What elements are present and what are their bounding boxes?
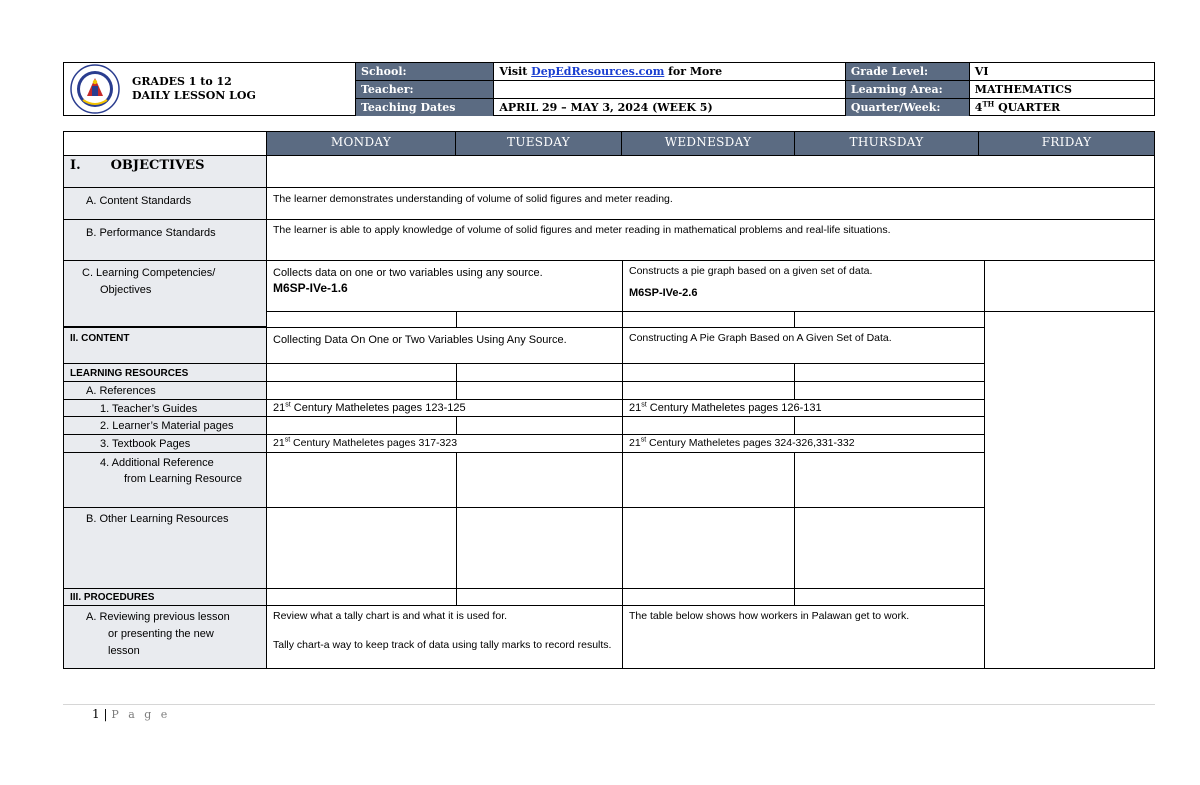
- proc-tue: [456, 588, 623, 606]
- day-tuesday: TUESDAY: [455, 131, 622, 156]
- objectives-label: OBJECTIVES: [110, 158, 205, 173]
- logo-cell: [64, 63, 356, 115]
- footer-divider: [63, 704, 1155, 705]
- other-resources-text-label: B. Other Learning Resources: [86, 513, 229, 525]
- tg-mon-post: Century Matheletes pages 123-125: [290, 402, 466, 414]
- logo-title-line1: GRADES 1 to 12: [132, 75, 232, 88]
- competency-fri: [984, 260, 1155, 312]
- performance-standards-text-label: B. Performance Standards: [86, 227, 216, 239]
- or-thu: [794, 507, 985, 589]
- references-label: [63, 381, 267, 400]
- header: [63, 62, 1155, 116]
- textbook-label: [63, 434, 267, 453]
- lm-mon: [266, 416, 457, 435]
- school-prefix: Visit: [499, 65, 532, 78]
- school-label: School:: [356, 63, 494, 81]
- reviewing-line2: or presenting the new: [108, 628, 214, 640]
- content-standards-label: [63, 187, 267, 220]
- tg-wed-post: Century Matheletes pages 126-131: [646, 402, 822, 414]
- competency-mon-text: Collects data on one or two variables using any source.: [273, 267, 543, 279]
- area-value: MATHEMATICS: [969, 81, 1154, 99]
- corner-cell: [63, 131, 267, 156]
- quarter-sup: TH: [982, 99, 995, 109]
- competency-wed-code: M6SP-IVe-2.6: [629, 287, 698, 299]
- dates-value: APRIL 29 – MAY 3, 2024 (WEEK 5): [494, 99, 846, 117]
- textbook-text-label: 3. Textbook Pages: [100, 438, 191, 450]
- competencies-label-line1: C. Learning Competencies/: [82, 267, 216, 279]
- competency-mon: [266, 260, 623, 312]
- competency-sub-tue: [456, 311, 623, 328]
- additional-ref-label: [63, 452, 267, 508]
- reviewing-line1: A. Reviewing previous lesson: [86, 611, 230, 623]
- lm-tue: [456, 416, 623, 435]
- tg-wed-pre: 21: [629, 402, 642, 414]
- tb-mon-sup: st: [284, 436, 291, 444]
- competency-sub-thu: [794, 311, 985, 328]
- school-suffix: for More: [664, 65, 723, 78]
- learners-material-label: [63, 416, 267, 435]
- review-mon-line1: Review what a tally chart is and what it is used for.: [273, 610, 508, 622]
- competency-wed-text: Constructs a pie graph based on a given set of data.: [629, 265, 873, 277]
- tb-mon: [266, 434, 623, 453]
- content-mon: Collecting Data On One or Two Variables Using Any Source.: [266, 327, 623, 364]
- reviewing-line3: lesson: [108, 645, 140, 657]
- additional-ref-line2: from Learning Resource: [124, 473, 243, 485]
- objectives-heading: [63, 155, 267, 188]
- page-word: P a g e: [111, 708, 171, 721]
- ar-thu: [794, 452, 985, 508]
- ref-wed: [622, 381, 795, 400]
- quarter-value: [969, 99, 1154, 117]
- tb-wed-pre: 21: [629, 437, 641, 449]
- review-wed: The table below shows how workers in Palawan get to work.: [622, 605, 985, 669]
- tb-wed-post: Century Matheletes pages 324-326,331-332: [646, 437, 855, 449]
- ref-tue: [456, 381, 623, 400]
- page-number: 1: [92, 707, 100, 721]
- dates-label: Teaching Dates: [356, 99, 494, 117]
- content-standards-value: The learner demonstrates understanding of volume of solid figures and meter reading.: [266, 187, 1155, 220]
- tg-mon: [266, 399, 623, 417]
- page-separator: |: [99, 707, 112, 721]
- review-mon-line2: Tally chart-a way to keep track of data using tally marks to record results.: [273, 639, 612, 651]
- day-thursday: THURSDAY: [794, 131, 979, 156]
- references-text-label: A. References: [86, 385, 156, 397]
- proc-wed: [622, 588, 795, 606]
- teacher-value: [494, 81, 846, 99]
- competency-sub-mon: [266, 311, 457, 328]
- proc-thu: [794, 588, 985, 606]
- ref-thu: [794, 381, 985, 400]
- ar-tue: [456, 452, 623, 508]
- competency-mon-code: M6SP-IVe-1.6: [273, 281, 348, 295]
- tg-wed: [622, 399, 985, 417]
- proc-mon: [266, 588, 457, 606]
- lm-thu: [794, 416, 985, 435]
- additional-ref-line1: 4. Additional Reference: [100, 457, 214, 469]
- tb-mon-pre: 21: [273, 437, 285, 449]
- learners-material-text-label: 2. Learner’s Material pages: [100, 420, 234, 432]
- tg-wed-sup: st: [641, 401, 647, 409]
- content-label: II. CONTENT: [63, 327, 267, 364]
- performance-standards-value: The learner is able to apply knowledge of volume of solid figures and meter reading in mathematical problems and real-life situations.: [266, 219, 1155, 261]
- teachers-guides-text-label: 1. Teacher’s Guides: [100, 403, 198, 415]
- lr-thu: [794, 363, 985, 382]
- learning-resources-label: LEARNING RESOURCES: [63, 363, 267, 382]
- content-standards-text-label: A. Content Standards: [86, 195, 192, 207]
- objectives-content: [266, 155, 1155, 188]
- tg-mon-pre: 21: [273, 402, 286, 414]
- performance-standards-label: [63, 219, 267, 261]
- page-footer: [92, 707, 170, 721]
- logo-title-line2: DAILY LESSON LOG: [132, 89, 256, 102]
- competency-wed: [622, 260, 985, 312]
- competencies-label: [63, 260, 267, 327]
- ref-mon: [266, 381, 457, 400]
- quarter-text: QUARTER: [994, 101, 1061, 114]
- objectives-roman: I.: [70, 158, 81, 173]
- day-wednesday: WEDNESDAY: [621, 131, 795, 156]
- info-table: [356, 63, 1154, 116]
- depedresources-link[interactable]: DepEdResources.com: [531, 65, 665, 78]
- content-wed: Constructing A Pie Graph Based on A Given Set of Data.: [622, 327, 985, 364]
- or-mon: [266, 507, 457, 589]
- reviewing-label: [63, 605, 267, 669]
- tg-mon-sup: st: [285, 401, 291, 409]
- lm-wed: [622, 416, 795, 435]
- competency-sub-wed: [622, 311, 795, 328]
- teachers-guides-label: [63, 399, 267, 417]
- tb-mon-post: Century Matheletes pages 317-323: [290, 437, 458, 449]
- quarter-label: Quarter/Week:: [845, 99, 969, 117]
- ar-wed: [622, 452, 795, 508]
- lr-tue: [456, 363, 623, 382]
- deped-seal-icon: [70, 64, 120, 114]
- tb-wed-sup: st: [640, 436, 647, 444]
- logo-title: [132, 75, 256, 103]
- grade-value: VI: [969, 63, 1154, 81]
- area-label: Learning Area:: [845, 81, 969, 99]
- or-wed: [622, 507, 795, 589]
- teacher-label: Teacher:: [356, 81, 494, 99]
- daily-lesson-log-table: [63, 131, 1155, 669]
- school-value: [494, 63, 846, 81]
- review-mon: [266, 605, 623, 669]
- grade-label: Grade Level:: [845, 63, 969, 81]
- ar-mon: [266, 452, 457, 508]
- competencies-label-line2: Objectives: [100, 284, 152, 296]
- tb-wed: [622, 434, 985, 453]
- procedures-label: III. PROCEDURES: [63, 588, 267, 606]
- lr-mon: [266, 363, 457, 382]
- day-monday: MONDAY: [266, 131, 456, 156]
- or-tue: [456, 507, 623, 589]
- day-friday: FRIDAY: [978, 131, 1155, 156]
- lr-wed: [622, 363, 795, 382]
- friday-merged-cell: [984, 311, 1155, 669]
- quarter-num: 4: [974, 101, 983, 114]
- other-resources-label: [63, 507, 267, 589]
